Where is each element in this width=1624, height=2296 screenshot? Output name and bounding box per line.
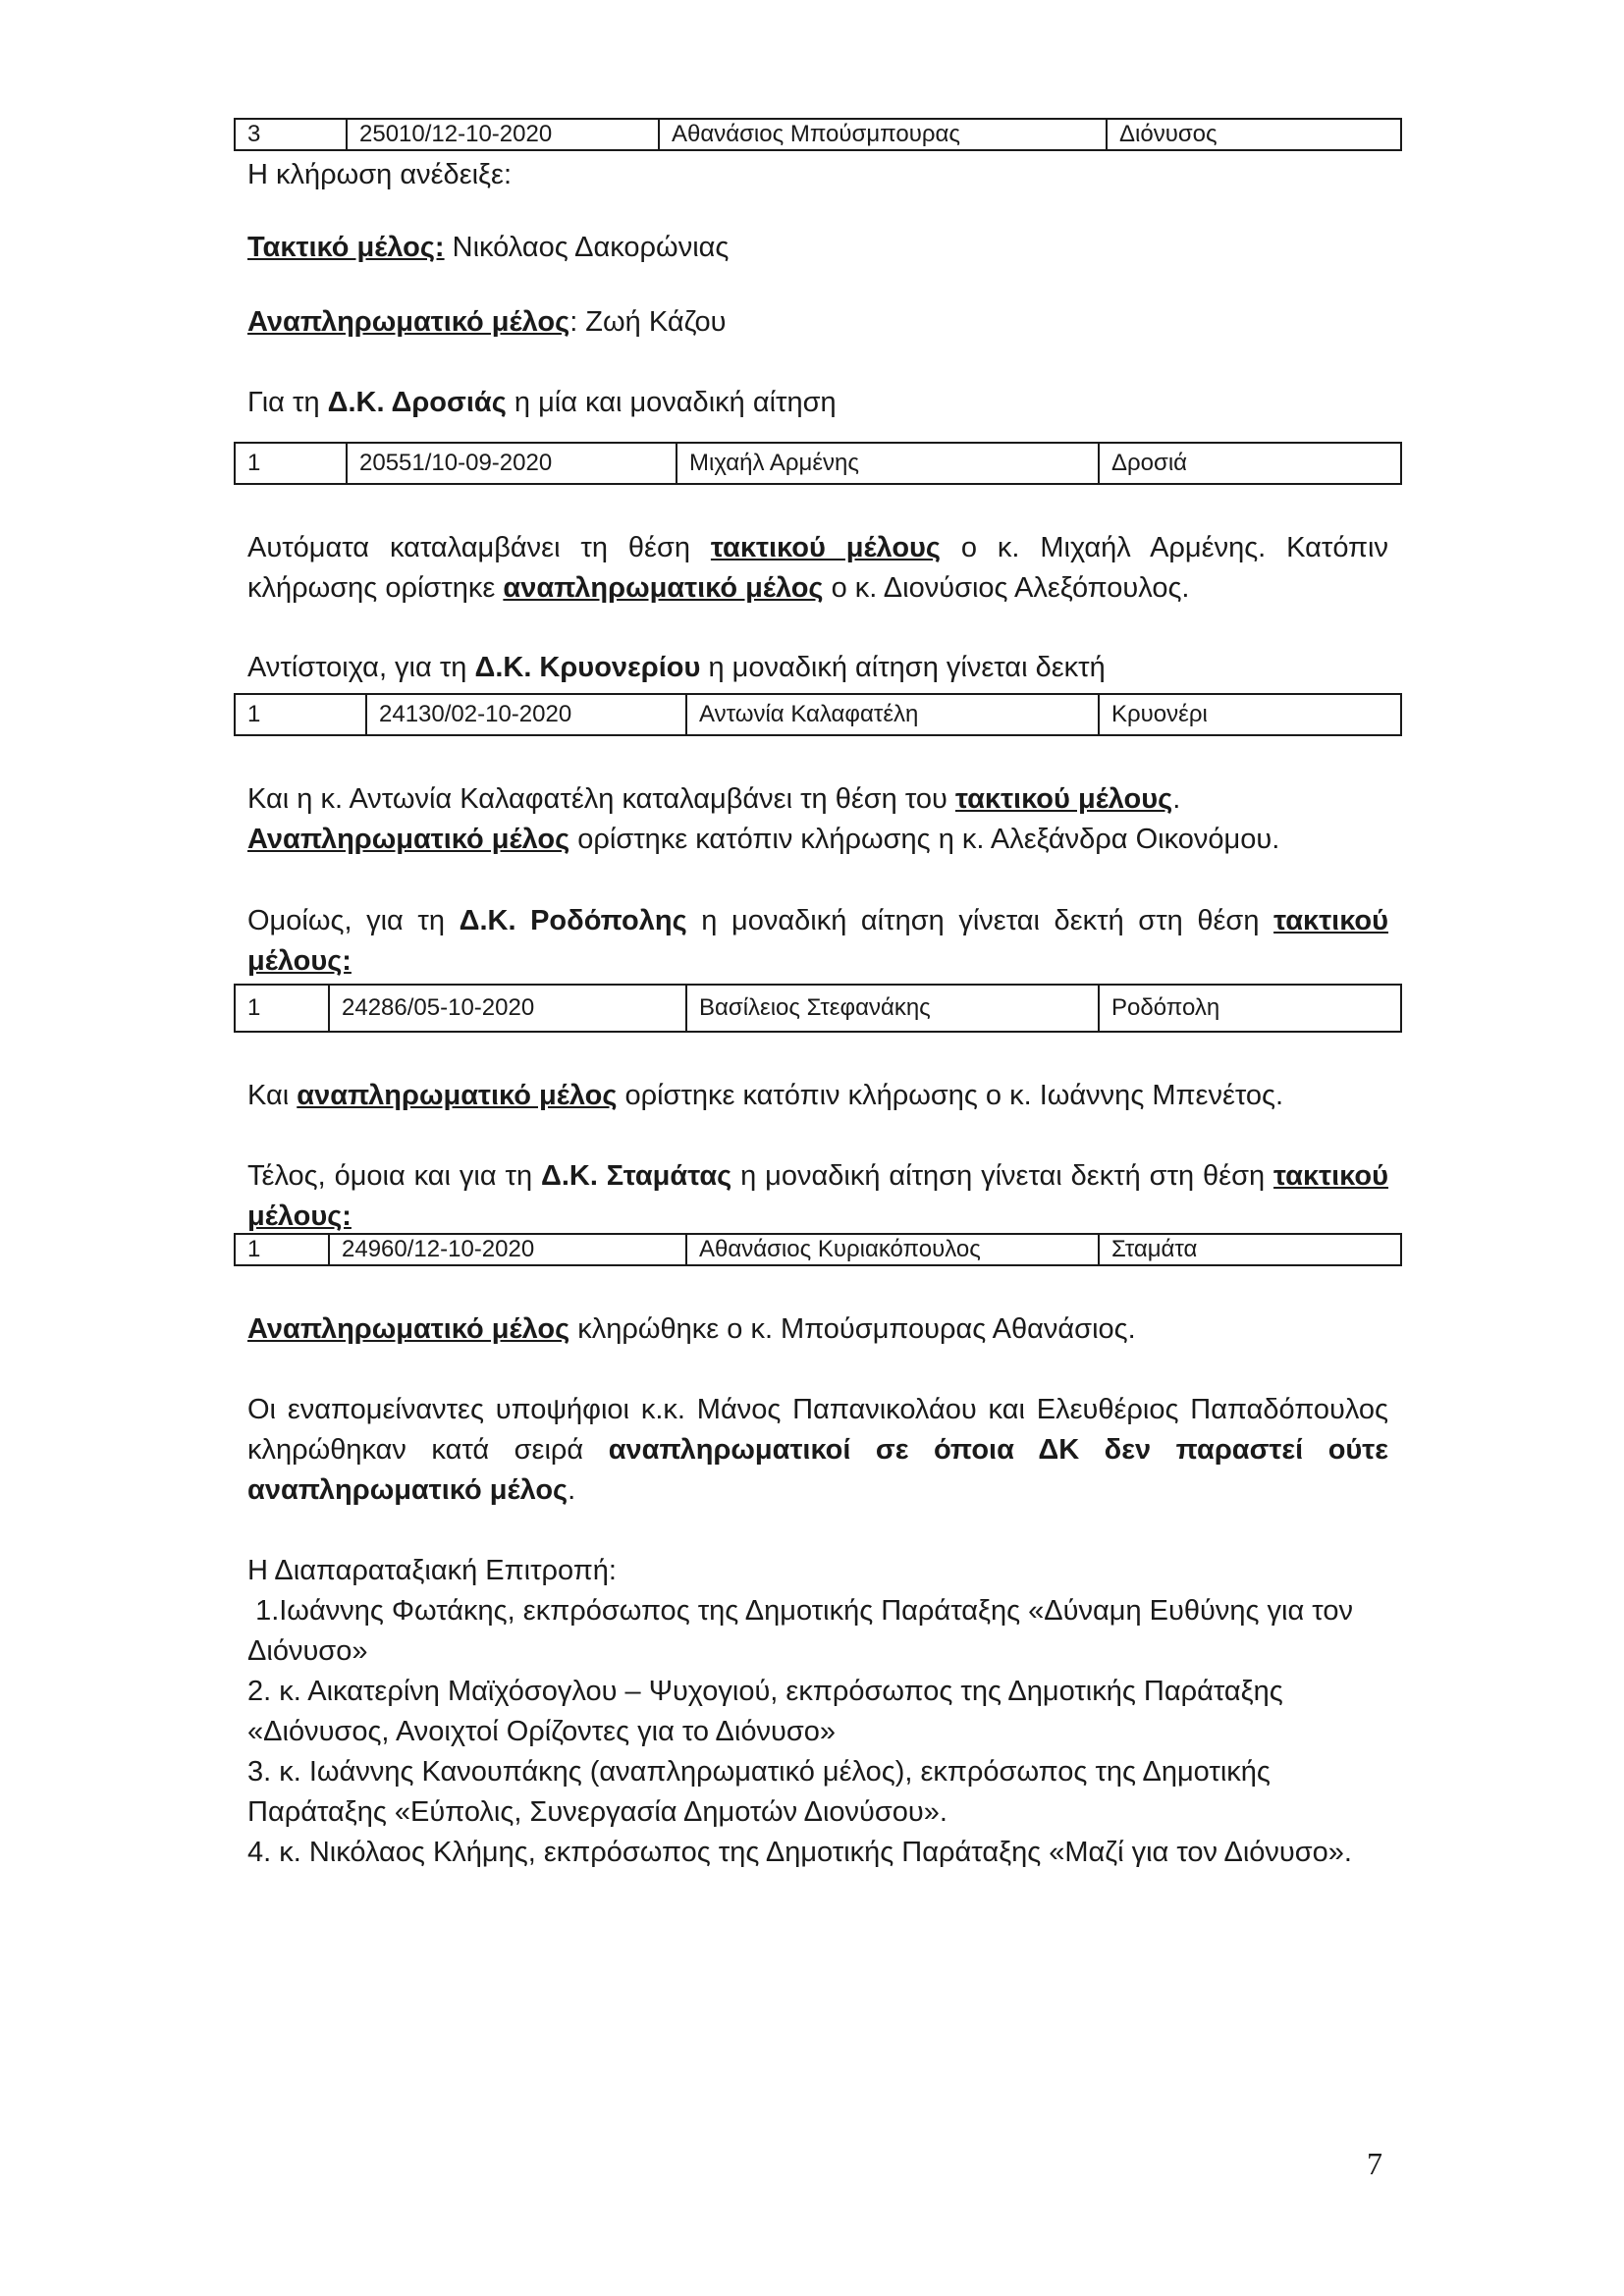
community-name: Δ.Κ. Σταμάτας xyxy=(540,1160,732,1192)
table-cell-community: Σταμάτα xyxy=(1099,1234,1401,1265)
paragraph-drosia-result xyxy=(247,528,1388,609)
table-cell-name: Αθανάσιος Κυριακόπουλος xyxy=(686,1234,1099,1265)
paragraph-rodopoli-result xyxy=(247,1076,1388,1116)
label-regular-member: Τακτικό μέλος: xyxy=(247,232,445,263)
paragraph-drosia-intro xyxy=(247,383,1388,423)
community-name: Δ.Κ. Ροδόπολης xyxy=(459,905,687,936)
community-name: Δ.Κ. Δροσιάς xyxy=(327,387,507,418)
community-name: Δ.Κ. Κρυονερίου xyxy=(474,652,701,683)
table-row xyxy=(235,443,1401,484)
paragraph-stamata-intro xyxy=(247,1156,1388,1237)
emphasis-regular-member: τακτικού μέλους xyxy=(954,783,1173,815)
paragraph-rodopoli-intro xyxy=(247,901,1388,982)
paragraph-kryoneri-result xyxy=(247,779,1388,860)
text-span: ορίστηκε κατόπιν κλήρωσης η κ. Αλεξάνδρα Οικονόμου. xyxy=(569,824,1280,855)
table-row xyxy=(235,985,1401,1032)
text-span: ο κ. Διονύσιος Αλεξόπουλος. xyxy=(823,572,1190,604)
emphasis-regular-member: τακτικού μέλους: xyxy=(247,905,1388,977)
page-number: 7 xyxy=(1367,2146,1382,2181)
text-span: . xyxy=(568,1474,576,1506)
paragraph-stamata-result xyxy=(247,1309,1388,1350)
table-cell-name: Αντωνία Καλαφατέλη xyxy=(686,694,1099,735)
text-regular-member: Νικόλαος Δακορώνιας xyxy=(444,232,730,263)
paragraph-remaining-candidates xyxy=(247,1390,1388,1511)
text-span: κληρώθηκε ο κ. Μπούσμπουρας Αθανάσιος. xyxy=(569,1313,1136,1345)
text-span: Και η κ. Αντωνία Καλαφατέλη καταλαμβάνει τη θέση του xyxy=(247,783,955,815)
committee-title: Η Διαπαραταξιακή Επιτροπή: xyxy=(247,1555,617,1586)
text-span: Για τη xyxy=(247,387,328,418)
emphasis-regular-member: τακτικού μέλους xyxy=(710,532,941,563)
table-cell-community: Ροδόπολη xyxy=(1099,985,1401,1032)
table-cell-community: Δροσιά xyxy=(1099,443,1401,484)
text-span: η μοναδική αίτηση γίνεται δεκτή xyxy=(700,652,1106,683)
text-span: Τέλος, όμοια και για τη xyxy=(247,1160,541,1192)
table-cell-protocol: 20551/10-09-2020 xyxy=(347,443,677,484)
candidate-table-dionysos xyxy=(234,118,1402,151)
table-cell-name: Βασίλειος Στεφανάκης xyxy=(686,985,1099,1032)
text-span: η μία και μοναδική αίτηση xyxy=(506,387,837,418)
table-cell-protocol: 24960/12-10-2020 xyxy=(329,1234,686,1265)
committee-member-2: 2. κ. Αικατερίνη Μαϊχόσογλου – Ψυχογιού, εκπρόσωπος της Δημοτικής Παράταξης «Διόνυσος, Ανοιχτοί Ορίζοντες για το Διόνυσο» xyxy=(247,1676,1283,1747)
table-row xyxy=(235,119,1401,150)
table-row xyxy=(235,694,1401,735)
table-cell-index: 1 xyxy=(235,694,366,735)
emphasis-regular-member: τακτικού μέλους: xyxy=(247,1160,1388,1232)
paragraph-regular-member xyxy=(247,228,1388,268)
label-alternate-member: Αναπληρωματικό μέλος xyxy=(247,306,570,338)
committee-member-1: 1.Ιωάννης Φωτάκης, εκπρόσωπος της Δημοτικής Παράταξης «Δύναμη Ευθύνης για τον Διόνυσο» xyxy=(247,1595,1360,1667)
emphasis-alternates-rule: αναπληρωματικοί σε όποια ΔΚ δεν παραστεί ούτε αναπληρωματικό μέλος xyxy=(247,1434,1388,1506)
paragraph-draw-result: Η κλήρωση ανέδειξε: xyxy=(247,159,513,190)
table-cell-index: 1 xyxy=(235,1234,329,1265)
table-cell-index: 1 xyxy=(235,443,347,484)
table-cell-protocol: 24130/02-10-2020 xyxy=(366,694,686,735)
table-cell-index: 1 xyxy=(235,985,329,1032)
table-row xyxy=(235,1234,1401,1265)
text-span: ο κ. Μιχαήλ Αρμένης. Κατόπιν κλήρωσης ορίστηκε xyxy=(247,532,1388,604)
candidate-table-rodopoli xyxy=(234,984,1402,1033)
emphasis-alternate-member: αναπληρωματικό μέλος xyxy=(503,572,824,604)
table-cell-community: Διόνυσος xyxy=(1107,119,1401,150)
text-span: Οι εναπομείναντες υποψήφιοι κ.κ. Μάνος Παπανικολάου και Ελευθέριος Παπαδόπουλος κληρώθηκαν κατά σειρά xyxy=(247,1394,1388,1466)
table-cell-name: Μιχαήλ Αρμένης xyxy=(677,443,1099,484)
text-span: ορίστηκε κατόπιν κλήρωσης ο κ. Ιωάννης Μπενέτος. xyxy=(617,1080,1284,1111)
table-cell-name: Αθανάσιος Μπούσμπουρας xyxy=(659,119,1107,150)
candidate-table-drosia xyxy=(234,442,1402,485)
text-span: η μοναδική αίτηση γίνεται δεκτή στη θέση xyxy=(731,1160,1274,1192)
table-cell-protocol: 25010/12-10-2020 xyxy=(347,119,659,150)
text-alternate-member: : Ζωή Κάζου xyxy=(569,306,727,338)
text-span: Και xyxy=(247,1080,298,1111)
emphasis-alternate-member: αναπληρωματικό μέλος xyxy=(297,1080,618,1111)
text-span: η μοναδική αίτηση γίνεται δεκτή στη θέση xyxy=(686,905,1274,936)
candidate-table-kryoneri xyxy=(234,693,1402,736)
text-span: Αντίστοιχα, για τη xyxy=(247,652,475,683)
paragraph-kryoneri-intro xyxy=(247,648,1388,688)
text-span: . xyxy=(1172,783,1181,815)
text-span: Ομοίως, για τη xyxy=(247,905,460,936)
emphasis-alternate-member: Αναπληρωματικό μέλος xyxy=(247,824,570,855)
committee-member-3: 3. κ. Ιωάννης Κανουπάκης (αναπληρωματικό μέλος), εκπρόσωπος της Δημοτικής Παράταξης «Εύπολις, Συνεργασία Δημοτών Διονύσου». xyxy=(247,1756,1271,1828)
text-span: Αυτόματα καταλαμβάνει τη θέση xyxy=(247,532,711,563)
committee-member-4: 4. κ. Νικόλαος Κλήμης, εκπρόσωπος της Δημοτικής Παράταξης «Μαζί για τον Διόνυσο». xyxy=(247,1837,1352,1868)
table-cell-protocol: 24286/05-10-2020 xyxy=(329,985,686,1032)
table-cell-community: Κρυονέρι xyxy=(1099,694,1401,735)
paragraph-alternate-member xyxy=(247,302,1388,343)
committee-section xyxy=(247,1551,1388,1873)
emphasis-alternate-member: Αναπληρωματικό μέλος xyxy=(247,1313,570,1345)
candidate-table-stamata xyxy=(234,1233,1402,1266)
table-cell-index: 3 xyxy=(235,119,347,150)
